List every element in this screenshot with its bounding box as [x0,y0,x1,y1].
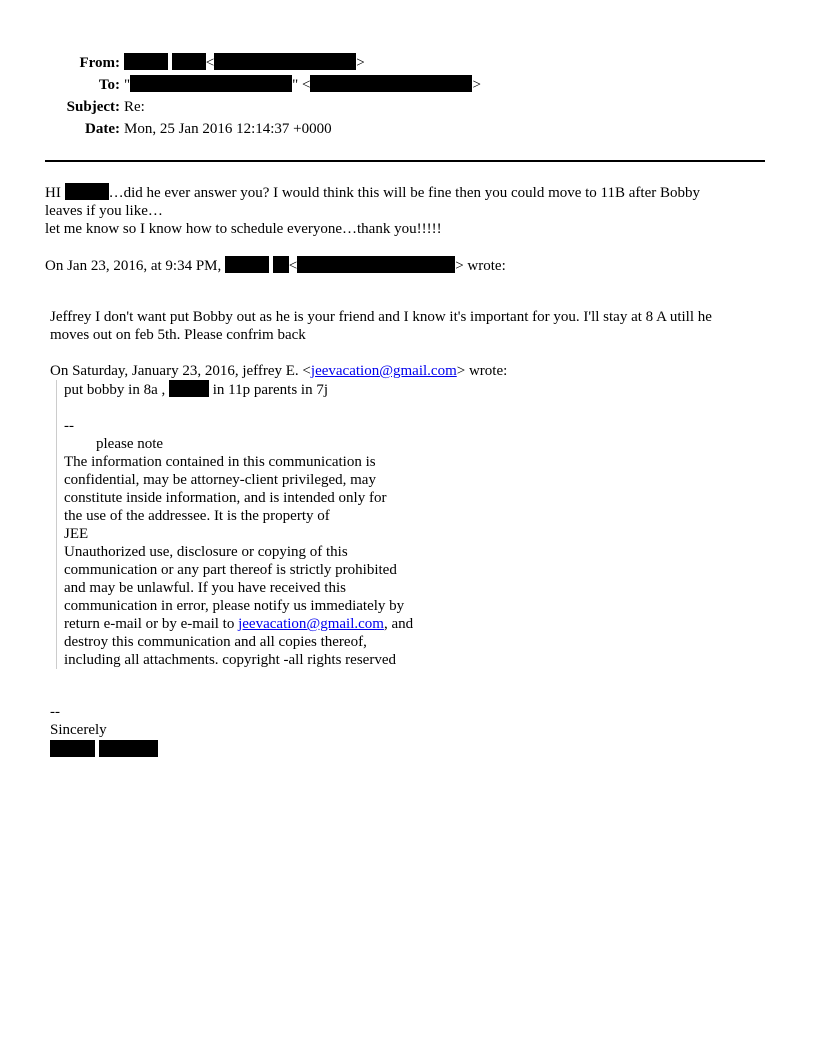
body-line [45,183,700,202]
redaction [297,256,455,273]
sig-dash: -- [64,418,74,434]
disclaimer-line: including all attachments. copyright -all rights reserved [64,652,396,668]
quoted-text: in 11p parents in 7j [212,382,329,398]
redaction [50,740,95,757]
to-quote-close: " < [292,77,311,93]
from-row [44,52,481,74]
from-bracket-open: < [205,55,215,71]
to-row [44,74,481,96]
sender-email-link[interactable]: jeevacation@gmail.com [310,363,457,379]
disclaimer-line [64,615,504,633]
please-note: please note [96,436,164,452]
from-label: From: [79,55,120,71]
disclaimer-line: Unauthorized use, disclosure or copying of this [64,544,348,560]
attribution-bracket: < [288,258,298,274]
signature-closing: Sincerely [50,722,107,738]
attribution-suffix: > wrote: [456,363,508,379]
redaction [273,256,289,273]
disclaimer-email-link[interactable]: jeevacation@gmail.com [238,616,384,632]
redaction [124,53,168,70]
email-header [44,52,481,140]
subject-label: Subject: [66,99,120,115]
disclaimer-line: destroy this communication and all copies thereof, [64,634,367,650]
body-line: let me know so I know how to schedule everyone…thank you!!!!! [45,221,442,237]
signature-dash: -- [50,704,60,720]
to-label: To: [98,77,120,93]
reply-attribution [45,256,506,275]
redaction [99,740,158,757]
date-label: Date: [85,121,120,137]
disclaimer-line: JEE [64,526,89,542]
reply-message [50,308,712,344]
disclaimer-text: return e-mail or by e-mail to [64,616,235,632]
disclaimer-line: and may be unlawful. If you have received this [64,580,346,596]
redaction [310,75,472,92]
reply-line: moves out on feb 5th. Please confrim back [50,327,306,343]
disclaimer-text: , and [383,616,414,632]
quoted-attribution [50,362,507,380]
reply-line: Jeffrey I don't want put Bobby out as he is your friend and I know it's important for you. I'll stay at 8 A utill he [50,309,712,325]
message-body [45,183,700,238]
date-value: Mon, 25 Jan 2016 12:14:37 +0000 [124,121,332,137]
signature [50,703,158,759]
to-bracket-close: > [472,77,481,93]
disclaimer [64,453,504,615]
disclaimer-line: confidential, may be attorney-client privileged, may [64,472,376,488]
signature-name [50,740,158,759]
subject-value: Re: [124,99,145,115]
disclaimer-line: communication in error, please notify us immediately by [64,598,405,614]
from-bracket-close: > [356,55,365,71]
attribution-text: On Jan 23, 2016, at 9:34 PM, [45,258,222,274]
disclaimer-line: The information contained in this communication is [64,454,376,470]
disclaimer-line: communication or any part thereof is strictly prohibited [64,562,397,578]
quoted-message [56,380,504,669]
redaction [130,75,292,92]
redaction [65,183,109,200]
disclaimer-line: the use of the addressee. It is the property of [64,508,330,524]
body-text: …did he ever answer you? I would think this will be fine then you could move to 11B after Bobby [108,185,700,201]
attribution-suffix: > wrote: [455,258,506,274]
header-divider [45,160,765,162]
redaction [172,53,206,70]
disclaimer-line: constitute inside information, and is intended only for [64,490,387,506]
quoted-line [64,380,504,399]
quoted-text: put bobby in 8a , [64,382,166,398]
to-quote-open: " [124,77,131,93]
date-row [44,118,481,140]
blank-line [64,399,504,417]
body-line: leaves if you like… [45,203,163,219]
redaction [225,256,269,273]
redaction [214,53,356,70]
subject-row [44,96,481,118]
redaction [169,380,209,397]
disclaimer-tail [64,633,504,669]
attribution-text: On Saturday, January 23, 2016, jeffrey E. < [50,363,311,379]
greeting: HI [45,185,61,201]
